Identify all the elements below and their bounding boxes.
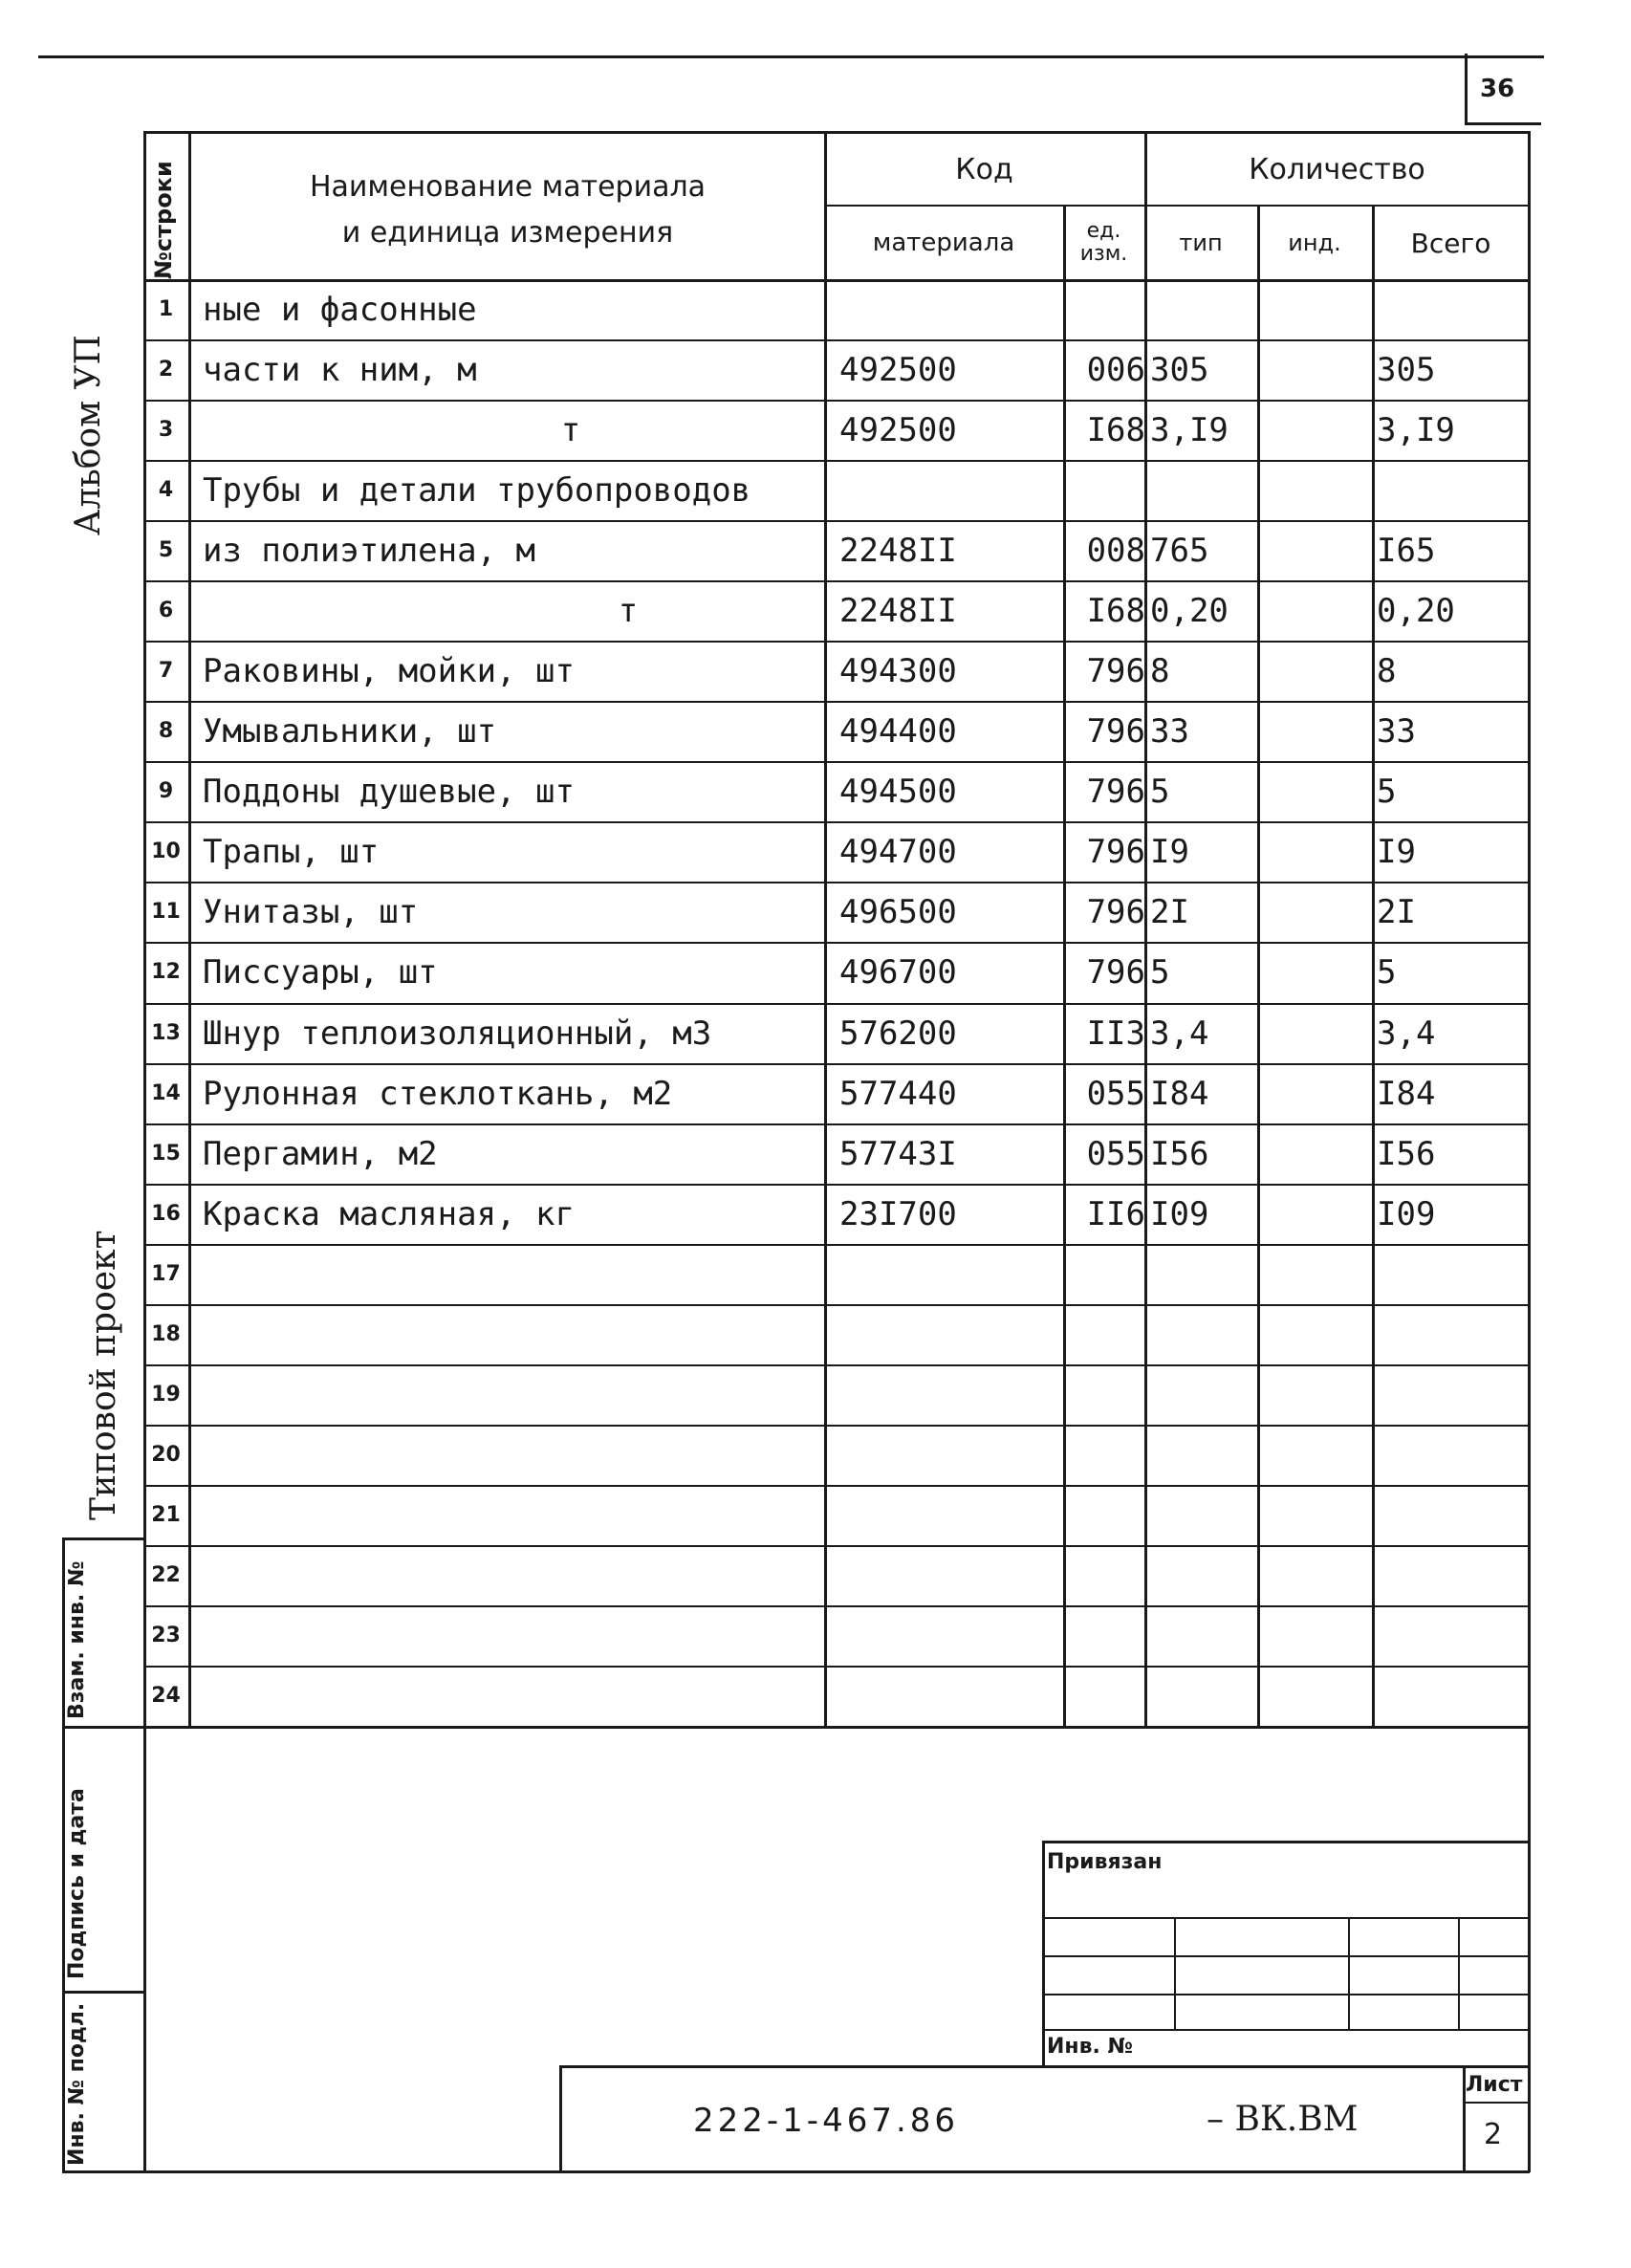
header-q-type: тип [1179,229,1223,256]
row-18-type [1150,1304,1257,1364]
row-15-code: 57743I [839,1134,957,1173]
row-3-ind [1262,400,1372,460]
row-16-type: I09 [1150,1194,1209,1233]
row-22-total [1377,1545,1530,1605]
row-23-unit [1069,1605,1145,1666]
row-4-code [839,460,1063,520]
row-15-ind [1262,1123,1372,1184]
row-17-total [1377,1244,1530,1304]
row-17-type [1150,1244,1257,1304]
row-12-n: 12 [151,960,181,984]
row-21-total [1377,1485,1530,1545]
row-22-name [203,1545,824,1605]
row-14-total: I84 [1377,1074,1436,1113]
row-15-total: I56 [1377,1134,1436,1173]
row-2-unit: 006 [1086,350,1145,389]
row-16-ind [1262,1184,1372,1244]
row-13-type: 3,4 [1150,1014,1209,1053]
row-2-ind [1262,339,1372,400]
page-number: 36 [1480,75,1515,103]
row-17-code [839,1244,1063,1304]
row-2-code: 492500 [839,350,957,389]
row-14-type: I84 [1150,1074,1209,1113]
row-18-code [839,1304,1063,1364]
row-7-code: 494300 [839,651,957,690]
left-stamp-div2 [62,1991,146,1994]
row-12-name: Писсуары, шт [203,952,438,992]
row-2-total: 305 [1377,350,1436,389]
tb-line-1 [1042,1917,1530,1919]
row-7-n: 7 [158,659,174,683]
row-4-unit [1069,460,1145,520]
row-12-type: 5 [1150,952,1170,992]
row-22-unit [1069,1545,1145,1605]
row-21-unit [1069,1485,1145,1545]
row-20-name [203,1425,824,1485]
row-21-ind [1262,1485,1372,1545]
row-11-name: Унитазы, шт [203,892,419,931]
row-7-type: 8 [1150,651,1170,690]
row-23-name [203,1605,824,1666]
row-19-unit [1069,1364,1145,1425]
row-9-n: 9 [158,779,174,803]
row-22-ind [1262,1545,1372,1605]
row-11-n: 11 [151,900,181,924]
row-20-ind [1262,1425,1372,1485]
tb-line-2 [1042,1955,1530,1957]
row-23-ind [1262,1605,1372,1666]
row-4-total [1377,460,1530,520]
tb-sheet-no: 2 [1484,2118,1503,2151]
row-24-code [839,1666,1063,1726]
table-bottom [143,1726,1530,1729]
row-4-ind [1262,460,1372,520]
row-16-unit: II6 [1086,1194,1145,1233]
row-8-unit: 796 [1086,711,1145,751]
row-6-type: 0,20 [1150,591,1229,630]
col-line-ind [1372,205,1375,1726]
row-20-unit [1069,1425,1145,1485]
tb-privyazan-top [1042,1841,1530,1843]
col-line-type [1257,205,1260,1726]
row-20-total [1377,1425,1530,1485]
header-code: Код [955,152,1013,186]
row-21-n: 21 [151,1503,181,1527]
row-10-name: Трапы, шт [203,832,380,871]
row-6-n: 6 [158,599,174,622]
row-22-n: 22 [151,1563,181,1587]
row-20-n: 20 [151,1443,181,1467]
row-23-n: 23 [151,1624,181,1647]
tb-col-2 [1348,1917,1350,2029]
row-19-name [203,1364,824,1425]
row-11-ind [1262,882,1372,942]
row-5-code: 2248II [839,531,957,570]
left-stamp-top [62,1537,146,1540]
row-7-total: 8 [1377,651,1397,690]
row-16-n: 16 [151,1202,181,1226]
row-3-type: 3,I9 [1150,410,1229,449]
row-8-type: 33 [1150,711,1189,751]
row-8-total: 33 [1377,711,1416,751]
row-10-code: 494700 [839,832,957,871]
tb-sheet-label: Лист [1466,2073,1523,2097]
row-5-unit: 008 [1086,531,1145,570]
row-18-total [1377,1304,1530,1364]
tb-doc-code: 222-1-467.86 [693,2102,960,2140]
row-10-type: I9 [1150,832,1189,871]
row-9-ind [1262,761,1372,821]
row-7-unit: 796 [1086,651,1145,690]
row-18-unit [1069,1304,1145,1364]
row-3-name: т [560,410,581,449]
row-21-name [203,1485,824,1545]
row-22-code [839,1545,1063,1605]
row-18-name [203,1304,824,1364]
row-8-name: Умывальники, шт [203,711,497,751]
row-3-n: 3 [158,418,174,442]
row-5-ind [1262,520,1372,580]
row-11-total: 2I [1377,892,1416,931]
side-label-project: Типовой проект [84,1230,123,1520]
row-13-unit: II3 [1086,1014,1145,1053]
row-1-name: ные и фасонные [203,290,477,329]
row-6-unit: I68 [1086,591,1145,630]
row-5-type: 765 [1150,531,1209,570]
row-16-name: Краска масляная, кг [203,1194,575,1233]
header-code-unit-text: ед. изм. [1079,219,1128,266]
row-19-type [1150,1364,1257,1425]
row-2-name: части к ним, м [203,350,477,389]
row-19-ind [1262,1364,1372,1425]
row-14-code: 577440 [839,1074,957,1113]
row-5-total: I65 [1377,531,1436,570]
row-17-n: 17 [151,1262,181,1286]
row-15-unit: 055 [1086,1134,1145,1173]
row-13-total: 3,4 [1377,1014,1436,1053]
header-q-total: Всего [1410,227,1491,259]
row-16-code: 23I700 [839,1194,957,1233]
row-22-type [1150,1545,1257,1605]
tb-privyazan: Привязан [1047,1850,1163,1874]
row-13-n: 13 [151,1021,181,1045]
row-14-unit: 055 [1086,1074,1145,1113]
row-4-name: Трубы и детали трубопроводов [203,470,751,510]
tb-left [1042,1841,1045,2065]
row-9-total: 5 [1377,772,1397,811]
row-23-total [1377,1605,1530,1666]
row-9-type: 5 [1150,772,1170,811]
row-15-name: Пергамин, м2 [203,1134,438,1173]
row-6-total: 0,20 [1377,591,1455,630]
tb-main-top [559,2065,1530,2068]
tb-main-left [559,2065,562,2172]
row-19-total [1377,1364,1530,1425]
row-19-n: 19 [151,1383,181,1407]
page-number-frame-left [1465,54,1468,125]
side-label-album: Альбом УП [69,335,108,535]
row-8-n: 8 [158,719,174,743]
row-11-code: 496500 [839,892,957,931]
row-8-ind [1262,701,1372,761]
row-20-code [839,1425,1063,1485]
row-10-unit: 796 [1086,832,1145,871]
row-1-unit [1069,279,1145,339]
row-9-code: 494500 [839,772,957,811]
row-24-type [1150,1666,1257,1726]
header-name [191,158,824,263]
tb-doc-mark: – ВК.ВМ [1207,2100,1359,2139]
row-7-name: Раковины, мойки, шт [203,651,575,690]
row-13-name: Шнур теплоизоляционный, м3 [203,1014,712,1053]
row-5-name: из полиэтилена, м [203,531,535,570]
col-line-code [1063,205,1066,1726]
row-21-code [839,1485,1063,1545]
row-18-n: 18 [151,1322,181,1346]
row-19-code [839,1364,1063,1425]
row-16-total: I09 [1377,1194,1436,1233]
header-row-no: №строки [150,161,177,279]
row-14-ind [1262,1063,1372,1123]
row-18-ind [1262,1304,1372,1364]
stamp-vzam-inv: Взам. инв. № [65,1560,89,1719]
row-4-type [1150,460,1257,520]
row-6-ind [1262,580,1372,641]
row-11-type: 2I [1150,892,1189,931]
row-9-unit: 796 [1086,772,1145,811]
header-q-ind: инд. [1288,229,1341,256]
row-24-unit [1069,1666,1145,1726]
row-6-code: 2248II [839,591,957,630]
row-1-n: 1 [158,297,174,321]
row-1-total [1377,279,1530,339]
row-24-n: 24 [151,1684,181,1708]
row-14-n: 14 [151,1081,181,1105]
header-name-text: Наименование материала и единица измерения [309,170,707,250]
row-5-n: 5 [158,538,174,562]
row-20-type [1150,1425,1257,1485]
row-17-unit [1069,1244,1145,1304]
row-11-unit: 796 [1086,892,1145,931]
row-2-type: 305 [1150,350,1209,389]
tb-line-3 [1042,1994,1530,1995]
tb-sheet-mid [1463,2102,1530,2104]
row-24-ind [1262,1666,1372,1726]
row-3-unit: I68 [1086,410,1145,449]
row-1-type [1150,279,1257,339]
row-4-n: 4 [158,478,174,502]
row-13-ind [1262,1003,1372,1063]
row-10-n: 10 [151,840,181,863]
frame-bottom [62,2170,1530,2173]
tb-col-3 [1458,1917,1460,2029]
row-3-total: 3,I9 [1377,410,1455,449]
row-13-code: 576200 [839,1014,957,1053]
row-15-n: 15 [151,1142,181,1166]
tb-col-1 [1174,1917,1176,2029]
row-2-n: 2 [158,358,174,382]
row-3-code: 492500 [839,410,957,449]
row-24-total [1377,1666,1530,1726]
top-rule [38,55,1544,58]
row-12-total: 5 [1377,952,1397,992]
row-8-code: 494400 [839,711,957,751]
row-7-ind [1262,641,1372,701]
row-10-total: I9 [1377,832,1416,871]
row-12-code: 496700 [839,952,957,992]
row-12-unit: 796 [1086,952,1145,992]
header-code-unit [1063,207,1144,279]
header-code-material: материала [872,229,1015,257]
row-23-code [839,1605,1063,1666]
row-14-name: Рулонная стеклоткань, м2 [203,1074,673,1113]
row-6-name: т [618,591,639,630]
row-23-type [1150,1605,1257,1666]
row-9-name: Поддоны душевые, шт [203,772,575,811]
row-17-name [203,1244,824,1304]
row-17-ind [1262,1244,1372,1304]
row-15-type: I56 [1150,1134,1209,1173]
tb-line-4 [1042,2029,1530,2031]
tb-inv-no: Инв. № [1047,2035,1134,2059]
stamp-podpis-data: Подпись и дата [65,1788,89,1979]
stamp-inv-podl: Инв. № подл. [65,2002,89,2166]
row-10-ind [1262,821,1372,882]
row-21-type [1150,1485,1257,1545]
row-12-ind [1262,942,1372,1002]
left-stamp-div1 [62,1726,146,1729]
row-1-code [839,279,1063,339]
row-24-name [203,1666,824,1726]
page-number-frame-bottom [1465,122,1541,125]
row-1-ind [1262,279,1372,339]
header-quantity: Количество [1249,152,1425,186]
